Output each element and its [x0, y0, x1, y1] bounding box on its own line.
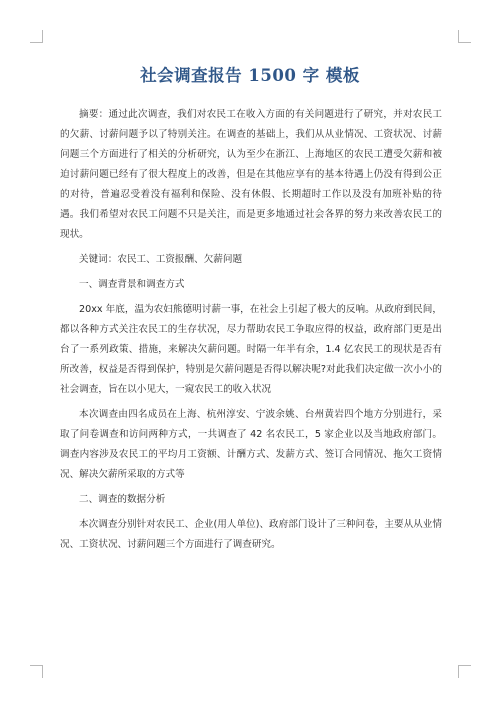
crop-mark-bottom-left	[30, 665, 43, 678]
method-paragraph: 本次调查由四名成员在上海、杭州淳安、宁波余姚、台州黄岩四个地方分别进行，采取了问卷调查和访问两种方式，一共调查了 42 名农民工，5 家企业以及当地政府部门。调查内容涉及农民工的平均月工资额、计酬方式、发薪方式、签订合同情况、拖欠工资情况、解决欠薪所采取的方式等	[60, 409, 442, 480]
keywords-line: 关键词：农民工、工资报酬、欠薪问题	[79, 254, 243, 265]
background-paragraph: 20xx 年底，温为农妇熊德明讨薪一事，在社会上引起了极大的反响。从政府到民间，都以各种方式关注农民工的生存状况，尽力帮助农民工争取应得的权益，政府部门更是出台了一系列政策、措施，来解决欠薪问题。时隔一年半有余，1.4 亿农民工的现状是否有所改善，权益是否得到保护，特别是欠薪问题是否得以解决呢?对此我们决定做一次小小的社会调查，旨在以小见大，一窥农民工的收入状况	[60, 304, 442, 395]
abstract-paragraph: 摘要：通过此次调查，我们对农民工在收入方面的有关问题进行了研究，并对农民工的欠薪、讨薪问题予以了特别关注。在调查的基础上，我们从从业情况、工资状况、讨薪问题三个方面进行了相关的分析研究，认为至少在浙江、上海地区的农民工遭受欠薪和被迫讨薪问题已经有了很大程度上的改善，但是在其他应享有的基本待遇上仍没有得到公正的对待，普遍忍受着没有福利和保险、没有休假、长期超时工作以及没有加班补贴的待遇。我们希望对农民工问题不只是关注，而是更多地通过社会各界的努力来改善农民工的现状。	[60, 109, 442, 240]
analysis-paragraph: 本次调查分别针对农民工、企业(用人单位)、政府部门设计了三种问卷，主要从从业情况、工资状况、讨薪问题三个方面进行了调查研究。	[60, 519, 442, 550]
section-heading-background: 一、调查背景和调查方式	[79, 279, 185, 290]
section-heading-analysis: 二、调查的数据分析	[79, 494, 166, 505]
document-body	[60, 105, 442, 555]
crop-mark-bottom-right	[458, 665, 471, 678]
crop-mark-top-left	[30, 30, 43, 43]
document-title: 社会调查报告 1500 字 模板	[140, 66, 360, 85]
crop-mark-top-right	[458, 30, 471, 43]
